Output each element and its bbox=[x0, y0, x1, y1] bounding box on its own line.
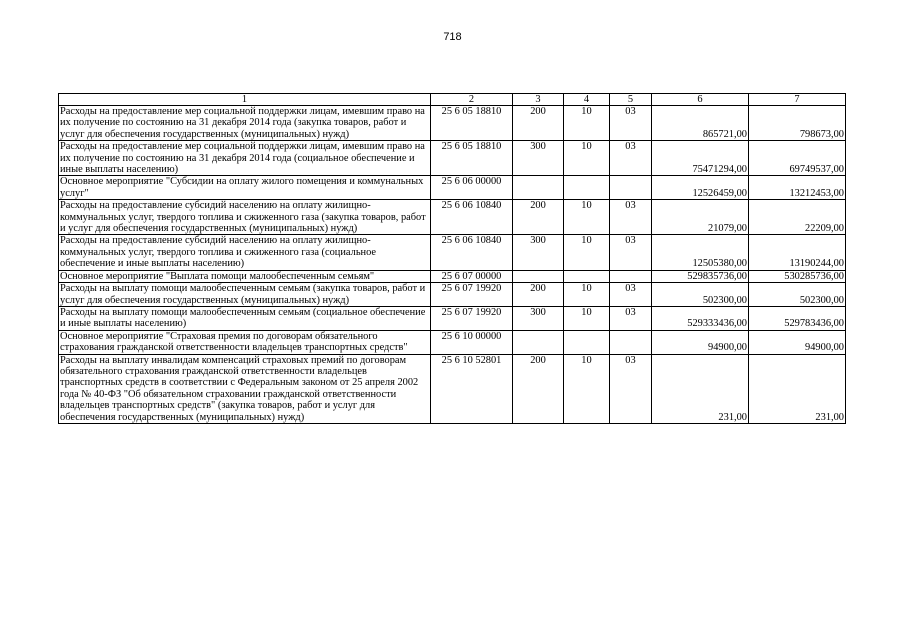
row-rz-cell: 10 bbox=[564, 141, 610, 176]
row-name-cell: Расходы на выплату помощи малообеспеченным семьям (закупка товаров, работ и услуг для обеспечения государственных (муниципальных) нужд) bbox=[59, 283, 431, 307]
row-sum-year1-cell: 865721,00 bbox=[652, 106, 749, 141]
row-vr-cell bbox=[513, 270, 564, 282]
row-rz-cell: 10 bbox=[564, 354, 610, 423]
table-row bbox=[59, 330, 846, 354]
row-name-cell: Расходы на предоставление субсидий населению на оплату жилищно-коммунальных услуг, твердого топлива и сжиженного газа (закупка товаров, работ и услуг для обеспечения государственных (муниципальных) нужд) bbox=[59, 200, 431, 235]
row-rz-cell: 10 bbox=[564, 283, 610, 307]
row-pr-cell: 03 bbox=[610, 306, 652, 330]
row-vr-cell: 300 bbox=[513, 306, 564, 330]
row-vr-cell: 300 bbox=[513, 235, 564, 270]
row-pr-cell bbox=[610, 330, 652, 354]
row-sum-year2-cell: 13190244,00 bbox=[749, 235, 846, 270]
page-number: 718 bbox=[443, 31, 462, 43]
row-name-cell: Расходы на выплату помощи малообеспеченным семьям (социальное обеспечение и иные выплаты населению) bbox=[59, 306, 431, 330]
row-name-cell: Расходы на предоставление мер социальной поддержки лицам, имевшим право на их получение по состоянию на 31 декабря 2014 года (социальное обеспечение и иные выплаты населению) bbox=[59, 141, 431, 176]
row-rz-cell bbox=[564, 330, 610, 354]
row-sum-year1-cell: 12505380,00 bbox=[652, 235, 749, 270]
row-rz-cell: 10 bbox=[564, 106, 610, 141]
row-sum-year2-cell: 13212453,00 bbox=[749, 176, 846, 200]
row-pr-cell bbox=[610, 270, 652, 282]
row-code-cell: 25 6 05 18810 bbox=[431, 106, 513, 141]
row-sum-year2-cell: 94900,00 bbox=[749, 330, 846, 354]
row-pr-cell: 03 bbox=[610, 106, 652, 141]
column-header: 6 bbox=[652, 94, 749, 106]
row-sum-year1-cell: 502300,00 bbox=[652, 283, 749, 307]
table-row bbox=[59, 200, 846, 235]
row-vr-cell bbox=[513, 330, 564, 354]
row-code-cell: 25 6 10 00000 bbox=[431, 330, 513, 354]
row-sum-year1-cell: 231,00 bbox=[652, 354, 749, 423]
row-rz-cell: 10 bbox=[564, 200, 610, 235]
row-sum-year2-cell: 502300,00 bbox=[749, 283, 846, 307]
table-row bbox=[59, 283, 846, 307]
row-rz-cell bbox=[564, 270, 610, 282]
row-code-cell: 25 6 06 10840 bbox=[431, 235, 513, 270]
row-pr-cell: 03 bbox=[610, 235, 652, 270]
row-name-cell: Основное мероприятие "Субсидии на оплату жилого помещения и коммунальных услуг" bbox=[59, 176, 431, 200]
row-name-cell: Основное мероприятие "Страховая премия по договорам обязательного страхования гражданской ответственности владельцев транспортных средств" bbox=[59, 330, 431, 354]
budget-table bbox=[58, 93, 846, 424]
table-row bbox=[59, 306, 846, 330]
table-row bbox=[59, 141, 846, 176]
row-sum-year1-cell: 12526459,00 bbox=[652, 176, 749, 200]
row-rz-cell bbox=[564, 176, 610, 200]
row-sum-year2-cell: 529783436,00 bbox=[749, 306, 846, 330]
row-sum-year2-cell: 798673,00 bbox=[749, 106, 846, 141]
table-row bbox=[59, 354, 846, 423]
column-header: 4 bbox=[564, 94, 610, 106]
row-pr-cell: 03 bbox=[610, 141, 652, 176]
column-header: 1 bbox=[59, 94, 431, 106]
row-sum-year2-cell: 69749537,00 bbox=[749, 141, 846, 176]
row-code-cell: 25 6 07 00000 bbox=[431, 270, 513, 282]
row-vr-cell: 200 bbox=[513, 283, 564, 307]
row-sum-year2-cell: 22209,00 bbox=[749, 200, 846, 235]
row-vr-cell: 200 bbox=[513, 354, 564, 423]
row-sum-year2-cell: 231,00 bbox=[749, 354, 846, 423]
row-sum-year1-cell: 529835736,00 bbox=[652, 270, 749, 282]
row-sum-year1-cell: 94900,00 bbox=[652, 330, 749, 354]
row-sum-year2-cell: 530285736,00 bbox=[749, 270, 846, 282]
row-code-cell: 25 6 07 19920 bbox=[431, 283, 513, 307]
row-vr-cell: 200 bbox=[513, 106, 564, 141]
table-row bbox=[59, 106, 846, 141]
table-row bbox=[59, 176, 846, 200]
row-vr-cell bbox=[513, 176, 564, 200]
row-rz-cell: 10 bbox=[564, 306, 610, 330]
row-sum-year1-cell: 75471294,00 bbox=[652, 141, 749, 176]
row-pr-cell: 03 bbox=[610, 200, 652, 235]
header-row bbox=[59, 94, 846, 106]
row-vr-cell: 200 bbox=[513, 200, 564, 235]
column-header: 3 bbox=[513, 94, 564, 106]
row-rz-cell: 10 bbox=[564, 235, 610, 270]
row-code-cell: 25 6 07 19920 bbox=[431, 306, 513, 330]
row-code-cell: 25 6 06 00000 bbox=[431, 176, 513, 200]
row-vr-cell: 300 bbox=[513, 141, 564, 176]
row-code-cell: 25 6 06 10840 bbox=[431, 200, 513, 235]
row-sum-year1-cell: 529333436,00 bbox=[652, 306, 749, 330]
table-row bbox=[59, 235, 846, 270]
table-row bbox=[59, 270, 846, 282]
table-body bbox=[59, 106, 846, 424]
row-pr-cell: 03 bbox=[610, 354, 652, 423]
row-code-cell: 25 6 05 18810 bbox=[431, 141, 513, 176]
row-name-cell: Расходы на выплату инвалидам компенсаций страховых премий по договорам обязательного страхования гражданской ответственности владельцев транспортных средств в соответствии с Федеральным законом от 25 апреля 2002 года № 40-ФЗ "Об обязательном страховании гражданской ответственности владельцев транспортных средств" (закупка товаров, работ и услуг для обеспечения государственных (муниципальных) нужд) bbox=[59, 354, 431, 423]
column-header: 7 bbox=[749, 94, 846, 106]
row-name-cell: Расходы на предоставление мер социальной поддержки лицам, имевшим право на их получение по состоянию на 31 декабря 2014 года (закупка товаров, работ и услуг для обеспечения государственных (муниципальных) нужд) bbox=[59, 106, 431, 141]
row-pr-cell: 03 bbox=[610, 283, 652, 307]
row-pr-cell bbox=[610, 176, 652, 200]
row-code-cell: 25 6 10 52801 bbox=[431, 354, 513, 423]
row-name-cell: Расходы на предоставление субсидий населению на оплату жилищно-коммунальных услуг, твердого топлива и сжиженного газа (социальное обеспечение и иные выплаты населению) bbox=[59, 235, 431, 270]
row-sum-year1-cell: 21079,00 bbox=[652, 200, 749, 235]
row-name-cell: Основное мероприятие "Выплата помощи малообеспеченным семьям" bbox=[59, 270, 431, 282]
column-header: 5 bbox=[610, 94, 652, 106]
column-header: 2 bbox=[431, 94, 513, 106]
